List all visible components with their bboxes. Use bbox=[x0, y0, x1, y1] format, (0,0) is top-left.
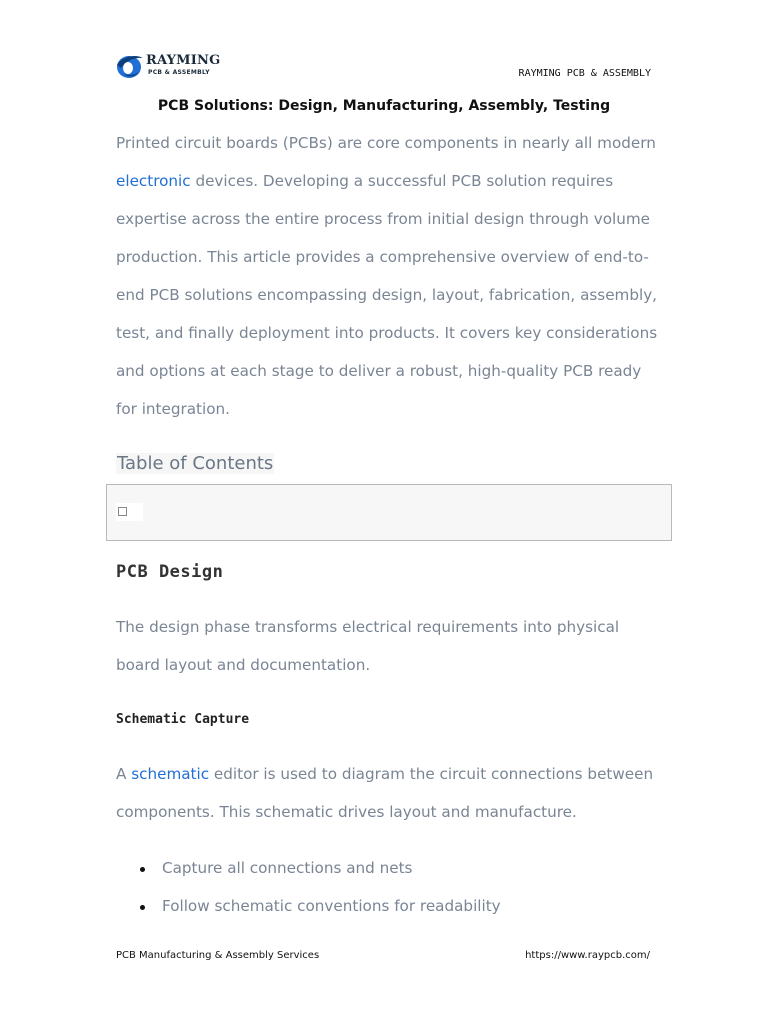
design-paragraph: The design phase transforms electrical requirements into physical board layout and documentation. bbox=[116, 618, 620, 674]
rayming-logo-icon bbox=[114, 52, 144, 80]
schematic-bullet-list bbox=[140, 854, 660, 930]
logo-name: RAYMING bbox=[146, 53, 221, 68]
toc-heading: Table of Contents bbox=[117, 453, 274, 474]
bullet-icon bbox=[140, 867, 145, 872]
toc-toggle[interactable] bbox=[116, 503, 143, 521]
schematic-text-start: A bbox=[116, 765, 132, 783]
list-item bbox=[140, 854, 660, 892]
page-title: PCB Solutions: Design, Manufacturing, Assembly, Testing bbox=[157, 98, 611, 114]
schematic-text-end: editor is used to diagram the circuit connections between components. This schematic drives layout and manufacture. bbox=[116, 765, 654, 821]
list-item bbox=[140, 892, 660, 930]
intro-text-end: devices. Developing a successful PCB solution requires expertise across the entire process from initial design through volume production. This article provides a comprehensive overview of end-to-end PCB solutions encompassing design, layout, fabrication, assembly, test, and finally deployment into products. It covers key considerations and options at each stage to deliver a robust, high-quality PCB ready for integration. bbox=[116, 172, 658, 418]
footer-url[interactable]: https://www.raypcb.com/ bbox=[525, 950, 650, 961]
schematic-link[interactable]: schematic bbox=[131, 765, 210, 783]
table-of-contents bbox=[106, 484, 672, 541]
header-company-name: RAYMING PCB & ASSEMBLY bbox=[518, 68, 651, 79]
intro-paragraph bbox=[116, 124, 661, 428]
list-item-text: Capture all connections and nets bbox=[162, 859, 413, 877]
intro-text-start: Printed circuit boards (PCBs) are core components in nearly all modern bbox=[116, 134, 656, 152]
logo-subtitle: PCB & ASSEMBLY bbox=[148, 69, 210, 76]
company-logo bbox=[114, 50, 221, 82]
section-heading-schematic-capture: Schematic Capture bbox=[116, 712, 250, 727]
electronic-link[interactable]: electronic bbox=[116, 172, 191, 190]
section-heading-pcb-design: PCB Design bbox=[116, 562, 224, 582]
checkbox-icon bbox=[118, 507, 127, 516]
schematic-paragraph bbox=[116, 755, 661, 831]
bullet-icon bbox=[140, 905, 145, 910]
footer-services: PCB Manufacturing & Assembly Services bbox=[116, 950, 320, 961]
list-item-text: Follow schematic conventions for readability bbox=[162, 897, 501, 915]
